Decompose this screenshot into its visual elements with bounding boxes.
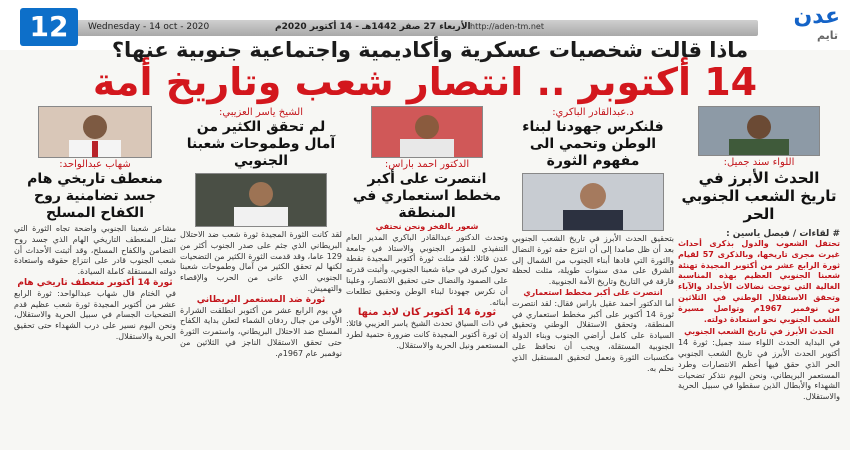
inline-heading-col5: ثورة 14 أكتوبر منعطف تاريخي هام — [17, 277, 173, 288]
inline-heading-col2: انتصرت على أكبر مخطط استعماري — [523, 287, 663, 297]
photo-sanad-jamil — [698, 106, 820, 156]
column-alazibi — [180, 106, 342, 450]
body-col3-end: في ذات السياق تحدث الشيخ ياسر العزيبي قائلا: إن ثورة أكتوبر المجيدة كانت ضرورة حتمية لطرد المستعمر ونيل الحرية والاستقلال. — [346, 319, 508, 350]
caption-baras: الدكتور احمد باراس: — [384, 159, 470, 170]
column-baras — [346, 106, 508, 450]
caption-alazibi: الشيخ ياسر العزيبي: — [219, 107, 303, 118]
body-col1: في البداية الحدث اللواء سند جميل: ثورة 14 أكتوبر الحدث الأبرز في تاريخ الشعب الجنوبي الحر الذي حقق فيها أعظم الانتصارات وطرد المستعمر البريطاني، ونحن اليوم نتذكر تضحيات الشهداء والأبطال الذين سقطوا في سبيل الحرية والاستقلال. — [678, 338, 840, 402]
inline-heading-col3: ثورة 14 أكتوبر كان لابد منها — [357, 307, 497, 319]
column-sanad-jamil — [678, 106, 840, 450]
body-col4: في يوم الرابع عشر من أكتوبر انطلقت الشرارة الأولى من جبال ردفان الشماء لتعلن بداية الكفاح المسلح ضد الاحتلال البريطاني، واستمرت الثورة حتى تحقق الاستقلال الناجز في الثلاثين من نوفمبر عام 1967م. — [180, 305, 342, 358]
subhead-shihab: منعطف تاريخي هام جسد تضامنية روح الكفاح المسلح — [27, 171, 163, 221]
main-headline: 14 أكتوبر .. انتصار شعب وتاريخ أمة — [92, 60, 758, 104]
date-arabic: الأربعاء 27 صفر 1442هـ - 14 أكتوبر 2020م — [275, 22, 471, 32]
portrait-photo-icon — [699, 107, 819, 155]
inline-heading-col1: الحدث الأبرز في تاريخ الشعب الجنوبي — [684, 327, 834, 337]
page-number: 12 — [20, 8, 78, 46]
kicker-headline: ماذا قالت شخصيات عسكرية وأكاديمية واجتماعية جنوبية عنها؟ — [111, 38, 749, 62]
byline: # لقاءات / فيصل ياسين : — [726, 229, 840, 239]
photo-baras — [371, 106, 483, 158]
inline-heading-col4: ثورة ضد المستعمر البريطاني — [196, 294, 326, 305]
body-intro-col5: مشاعر شعبنا الجنوبي واضحة تجاه الثورة التي تمثل المنعطف التاريخي الهام الذي جسد روح التضامن والكفاح المسلح، وقد أثبتت الأحداث أن شعب الجنوب قادر على انتزاع حقوقه واستعادة دولته المستقلة كاملة السيادة. — [14, 224, 176, 277]
photo-alazibi — [195, 173, 327, 227]
portrait-photo-icon — [196, 174, 326, 226]
portrait-photo-icon — [372, 107, 482, 157]
caption-shihab: شهاب عبدالواحد: — [59, 159, 131, 170]
subhead-sanad-jamil: الحدث الأبرز في تاريخ الشعب الجنوبي الحر — [681, 169, 837, 223]
portrait-photo-icon — [523, 174, 663, 230]
inline-heading-pride: شعور بالفخر ونحن نحتفي — [375, 222, 479, 231]
subhead-albakri: فلنكرس جهودنا لبناء الوطن وتحمي الى مفهوم الثورة — [522, 119, 664, 169]
body-intro-col4: لقد كانت الثورة المجيدة ثورة شعب ضد الاحتلال البريطاني الذي جثم على صدر الجنوب أكثر من 129 عاما، وقد قدمت الثورة الكثير من التضحيات لكنها لم تحقق الكثير من آمال وطموحات شعبنا الجنوبي الذي عانى من الحرب والإقصاء والتهميش. — [180, 230, 342, 293]
body-intro-col1: تحتفل الشعوب والدول بذكرى أحداث غيرت مجرى تاريخها، وبالذكرى 57 لقيام ثورة الرابع عشر من أكتوبر المجيدة تهنئة شعبنا الجنوبي العظيم بهذه المناسبة الغالية التي توجت نضالات الأجداد والآباء وتحقق الاستقلال الوطني في الثلاثين من نوفمبر 1967م وتواصل مسيرة الشعب الجنوبي نحو استعادة دولته. — [678, 239, 840, 324]
column-albakri — [512, 106, 674, 450]
caption-sanad-jamil: اللواء سند جميل: — [723, 157, 795, 168]
body-col5: في الختام قال شهاب عبدالواحد: ثورة الرابع عشر من أكتوبر المجيدة ثورة شعب عظيم قدم التضحيات الجسام في سبيل الحرية والاستقلال، ونحن اليوم نسير على درب الشهداء حتى تحقيق الحرية والاستقلال. — [14, 288, 176, 341]
body-col2: أما الدكتور أحمد عقيل باراس فقال: لقد انتصرت ثورة 14 أكتوبر على أكبر مخطط استعماري في المنطقة، وتحقق الاستقلال الوطني وتحقيق السيادة على كامل أراضي الجنوب وبناء الدولة الجنوبية المستقلة، ويجب أن نحافظ على مكتسبات الثورة ونعمل لتحقيق المستقبل الذي نحلم به. — [512, 298, 674, 373]
column-shihab — [14, 106, 176, 450]
portrait-photo-icon — [39, 107, 151, 157]
subhead-baras: انتصرت على أكبر مخطط استعماري في المنطقة — [352, 171, 502, 221]
body-col3: وتحدث الدكتور عبدالقادر الباكري المدير العام التنفيذي للمؤتمر الجنوبي والاستاذ في جامعة عدن قائلا: لقد مثلت ثورة أكتوبر المجيدة نقطة تحول كبرى في حياة شعبنا الجنوبي، وأثبتت قدرته على الصمود والنضال حتى تحقيق الانتصار، وعلينا أن نكرس جهودنا لبناء الوطن وتحقيق تطلعات أبنائه. — [346, 232, 508, 307]
site-url[interactable]: http://aden-tm.net — [470, 22, 544, 31]
date-english: Wednesday - 14 oct - 2020 — [88, 22, 210, 32]
caption-albakri: د.عبدالقادر الباكري: — [552, 107, 634, 118]
body-intro-col2: بتحقيق الحدث الأبرز في تاريخ الشعب الجنوبي بعد أن ظل صامدا إلى أن انتزع حقه ثورة النضال والثورة التي قادها أبناء الجنوب من الشمال إلى الشرق على مدى سنوات طويلة، مثلت لحظة فارقة في التاريخ وتاريخ الأمة الجنوبية. — [512, 234, 674, 287]
subhead-alazibi: لم تحقق الكثير من آمال وطموحات شعبنا الجنوبي — [186, 119, 336, 169]
logo-main-text: عدن — [793, 4, 840, 29]
photo-albakri — [522, 173, 664, 231]
photo-shihab — [38, 106, 152, 158]
logo-sub-text: تايم — [816, 29, 838, 42]
